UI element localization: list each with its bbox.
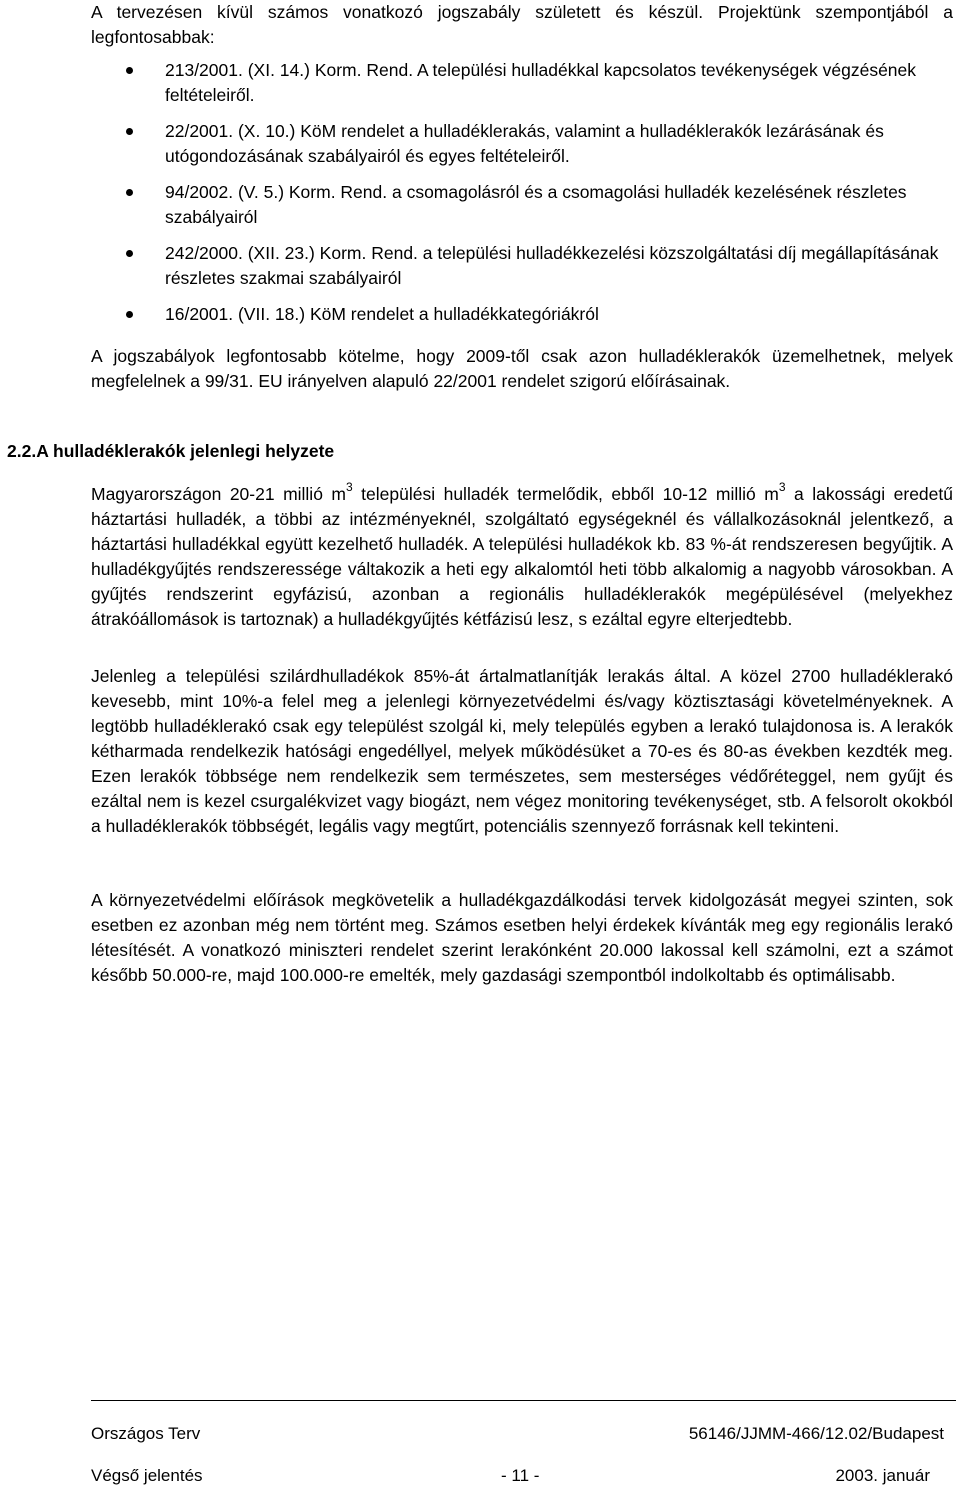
law-list-item [91, 241, 953, 291]
footer-plan-name: Országos Terv [91, 1424, 201, 1443]
law-list-item [91, 302, 953, 327]
footer-project-code: 56146/JJMM-466/12.02/Budapest [688, 1424, 944, 1443]
section-paragraph-2: Jelenleg a települési szilárdhulladékok 85%-át ártalmatlanítják lerakás által. A közel 2700 hulladéklerakó kevesebb, mint 10%-a felel meg a jelenlegi környezetvédelmi és/vagy köztisztasági követelményeknek. A legtöbb hulladéklerakó csak egy települést szolgál ki, mely település egyben a lerakó tulajdonosa is. A lerakók kétharmada rendelkezik hatósági engedéllyel, melyek működésüket a 70-es és 80-as években kezdték meg. Ezen lerakók többsége nem rendelkezik sem természetes, sem mesterséges védőréteggel, nem gyűjt és ezáltal nem is kezel csurgalékvizet vagy biogázt, nem végez monitoring tevékenységet, stb. A felsorolt okokból a hulladéklerakók többségét, legális vagy megtűrt, potenciális szennyező forrásnak kell tekinteni. [91, 666, 953, 836]
law-text: 94/2002. (V. 5.) Korm. Rend. a csomagolásról és a csomagolási hulladék kezelésének részletes szabályairól [165, 182, 907, 227]
bullet-icon [126, 189, 133, 196]
law-text: 213/2001. (XI. 14.) Korm. Rend. A települési hulladékkal kapcsolatos tevékenységek végzésének feltételeiről. [165, 60, 917, 105]
p1-part1: Magyarországon 20-21 millió m [91, 484, 346, 504]
bullet-icon [126, 67, 133, 74]
law-list-item [91, 180, 953, 230]
footer-page-number: - 11 - [501, 1466, 540, 1485]
footer-date: 2003. január [835, 1466, 930, 1485]
footer-divider [91, 1400, 956, 1401]
p1-part3: a lakossági eredetű háztartási hulladék, a többi az intézményeknél, szolgáltató egységeknél és vállalkozásoknál jelentkező, a háztartási hulladékkal együtt kezelhető hulladék. A települési hulladékok kb. 83 %-át rendszeresen begyűjtik. A hulladékgyűjtés rendszeressége váltakozik a heti egy alkalomtól heti több alkalomig a nagyobb városokban. A gyűjtés rendszerint egyfázisú, azonban a regionális hulladéklerakók megépülésével (melyekhez átrakóállomások is tartoznak) a hulladékgyűjtés kétfázisú lesz, s ezáltal egyre elterjedtebb. [91, 484, 953, 629]
law-list-item [91, 58, 953, 108]
law-list [91, 58, 953, 338]
law-text: 16/2001. (VII. 18.) KöM rendelet a hulladékkategóriákról [165, 304, 599, 324]
footer-report-type: Végső jelentés [91, 1466, 203, 1485]
p1-part2: települési hulladék termelődik, ebből 10-12 millió m [352, 484, 779, 504]
law-text: 22/2001. (X. 10.) KöM rendelet a hulladéklerakás, valamint a hulladéklerakók lezárásának és utógondozásának szabályairól és egyes feltételeiről. [165, 121, 884, 166]
bullet-icon [126, 128, 133, 135]
bullet-icon [126, 311, 133, 318]
section-heading: 2.2.A hulladéklerakók jelenlegi helyzete [7, 441, 335, 461]
superscript-3: 3 [346, 480, 353, 495]
law-text: 242/2000. (XII. 23.) Korm. Rend. a települési hulladékkezelési közszolgáltatási díj megállapításának részletes szakmai szabályairól [165, 243, 939, 288]
section-paragraph-3: A környezetvédelmi előírások megkövetelik a hulladékgazdálkodási tervek kidolgozását megyei szinten, sok esetben ez azonban még nem történt meg. Számos esetben helyi érdekek kívánták meg egy regionális lerakó létesítését. A vonatkozó miniszteri rendelet szerint lerakónként 20.000 lakossal kell számolni, ezt a számot később 50.000-re, majd 100.000-re emelték, mely gazdasági szempontból indolkoltabb és optimálisabb. [91, 890, 953, 985]
intro-paragraph: A tervezésen kívül számos vonatkozó jogszabály született és készül. Projektünk szempontjából a legfontosabbak: [91, 2, 953, 47]
bullet-icon [126, 250, 133, 257]
superscript-3: 3 [778, 480, 786, 495]
section-paragraph-1 [91, 482, 953, 632]
law-list-item [91, 119, 953, 169]
obligation-paragraph: A jogszabályok legfontosabb kötelme, hogy 2009-től csak azon hulladéklerakók üzemelhetnek, melyek megfelelnek a 99/31. EU irányelven alapuló 22/2001 rendelet szigorú előírásainak. [91, 346, 953, 391]
